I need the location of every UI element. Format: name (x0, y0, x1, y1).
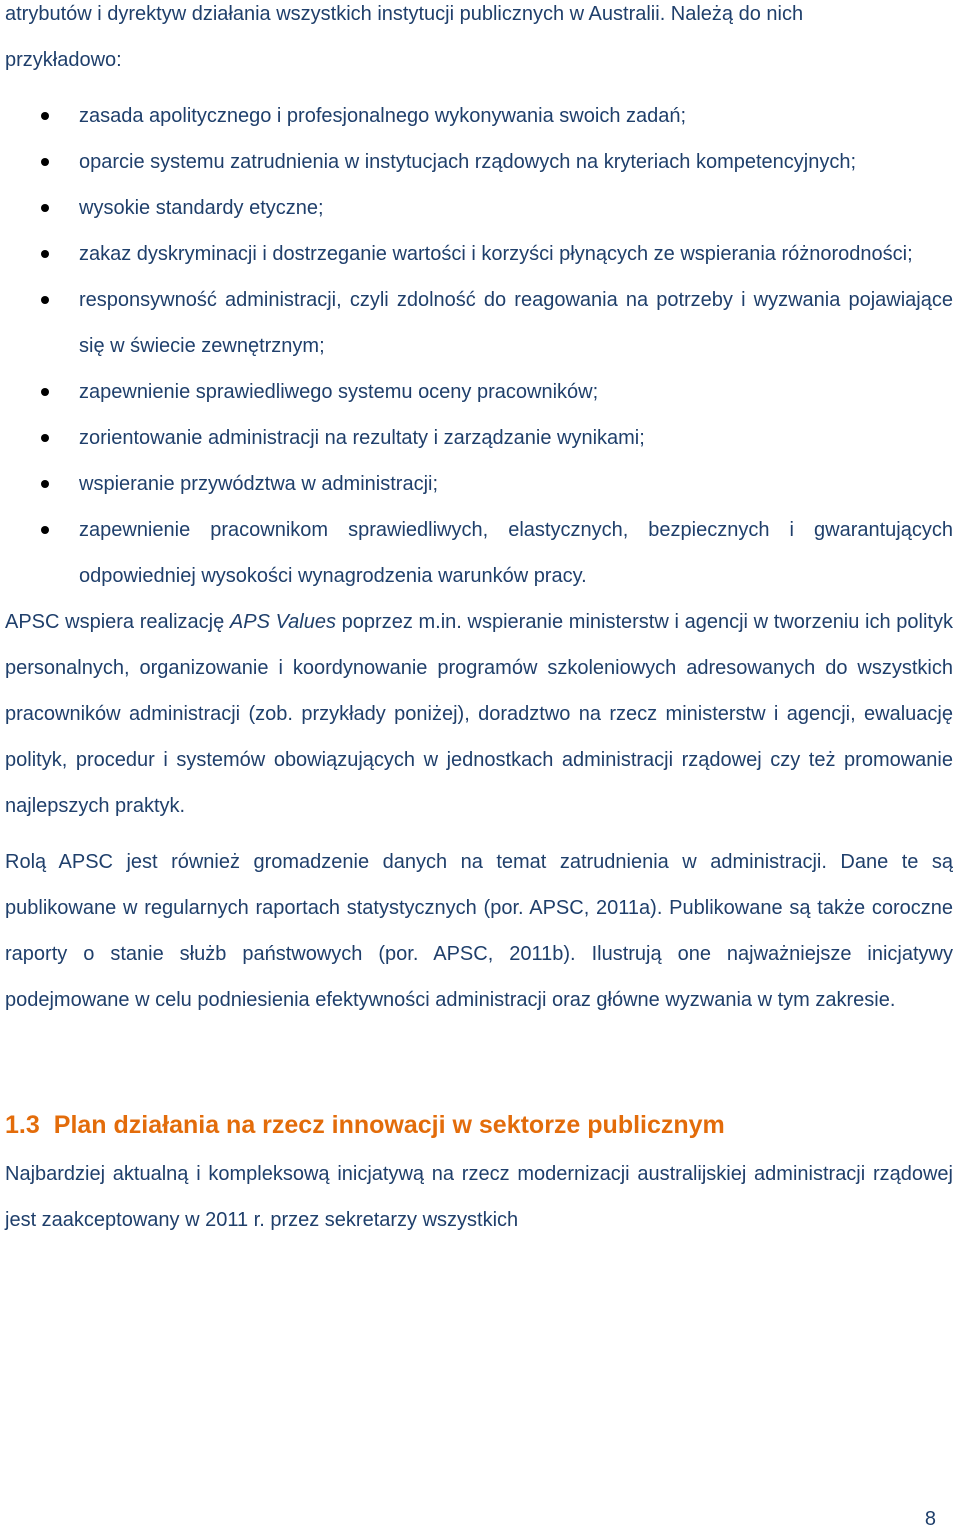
list-item: wysokie standardy etyczne; (5, 185, 953, 231)
page-number: 8 (924, 1508, 936, 1530)
bullet-icon (41, 158, 49, 166)
list-item: oparcie systemu zatrudnienia w instytucjach rządowych na kryteriach kompetencyjnych; (5, 139, 953, 185)
apsc-paragraph: APSC wspiera realizację APS Values poprzez m.in. wspieranie ministerstw i agencji w tworzeniu ich polityk personalnych, organizowanie i koordynowanie programów szkoleniowych adresowanych do wszystkich pracowników administracji (zob. przykłady poniżej), doradztwo na rzecz ministerstw i agencji, ewaluację polityk, procedur i systemów obowiązujących w jednostkach administracji rządowej czy też promowanie najlepszych praktyk. (5, 611, 953, 817)
intro-paragraph (5, 0, 953, 83)
document-page (5, 0, 953, 1243)
list-item: wspieranie przywództwa w administracji; (5, 461, 953, 507)
list-item: zakaz dyskryminacji i dostrzeganie wartości i korzyści płynących ze wspierania różnorodności; (5, 231, 953, 277)
intro-line-2: przykładowo: (5, 49, 122, 71)
apsc-role-paragraph: Rolą APSC jest również gromadzenie danych na temat zatrudnienia w administracji. Dane te są publikowane w regularnych raportach statystycznych (por. APSC, 2011a). Publikowane są także coroczne raporty o stanie służb państwowych (por. APSC, 2011b). Ilustrują one najważniejsze inicjatywy podejmowane w celu podniesienia efektywności administracji oraz główne wyzwania w tym zakresie. (5, 851, 953, 1011)
list-item: zapewnienie pracownikom sprawiedliwych, elastycznych, bezpiecznych i gwarantujących odpowiedniej wysokości wynagrodzenia warunków pracy. (5, 507, 953, 599)
bullet-icon (41, 112, 49, 120)
values-bullet-list (5, 93, 953, 599)
aps-values-term: APS Values (229, 611, 336, 633)
bullet-icon (41, 526, 49, 534)
list-item: zapewnienie sprawiedliwego systemu oceny pracowników; (5, 369, 953, 415)
list-item: zorientowanie administracji na rezultaty i zarządzanie wynikami; (5, 415, 953, 461)
list-item: zasada apolitycznego i profesjonalnego wykonywania swoich zadań; (5, 93, 953, 139)
bullet-icon (41, 204, 49, 212)
intro-line-1: atrybutów i dyrektyw działania wszystkich instytucji publicznych w Australii. Należą do nich (5, 3, 804, 25)
bullet-icon (41, 296, 49, 304)
bullet-icon (41, 434, 49, 442)
bullet-icon (41, 480, 49, 488)
section-title: Plan działania na rzecz innowacji w sektorze publicznym (53, 1111, 725, 1139)
plan-paragraph: Najbardziej aktualną i kompleksową inicjatywą na rzecz modernizacji australijskiej administracji rządowej jest zaakceptowany w 2011 r. przez sekretarzy wszystkich (5, 1163, 953, 1231)
list-item: responsywność administracji, czyli zdolność do reagowania na potrzeby i wyzwania pojawiające się w świecie zewnętrznym; (5, 277, 953, 369)
section-number: 1.3 (5, 1111, 40, 1139)
section-heading (5, 1105, 953, 1145)
bullet-icon (41, 250, 49, 258)
bullet-icon (41, 388, 49, 396)
